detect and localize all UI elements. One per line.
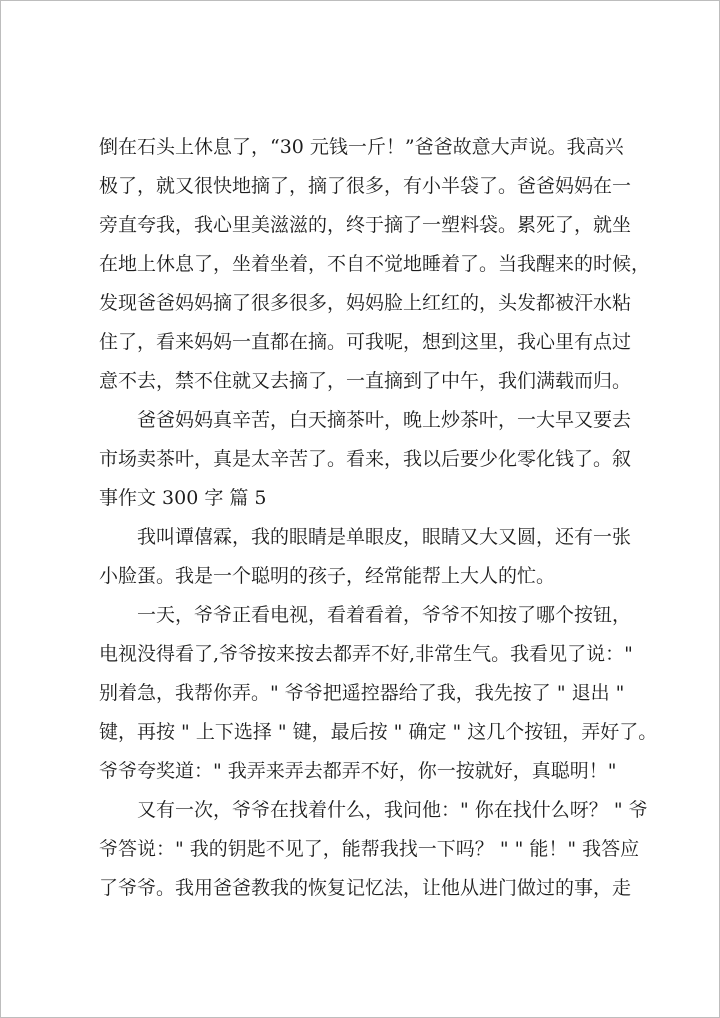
text-line: 在地上休息了，坐着坐着，不自不觉地睡着了。当我醒来的时候， xyxy=(99,253,651,275)
paragraph-first-line: 一天，爷爷正看电视，看着看着，爷爷不知按了哪个按钮， xyxy=(137,604,632,626)
text-line: 意不去，禁不住就又去摘了，一直摘到了中午，我们满载而归。 xyxy=(99,370,632,392)
text-line: 别着急，我帮你弄。" 爷爷把遥控器给了我，我先按了 " 退出 " xyxy=(99,682,625,704)
text-line: 了爷爷。我用爸爸教我的恢复记忆法，让他从进门做过的事，走 xyxy=(99,877,632,899)
text-line: 发现爸爸妈妈摘了很多很多，妈妈脸上红红的，头发都被汗水粘 xyxy=(99,292,632,314)
text-line: 键，再按 " 上下选择 " 键，最后按 " 确定 " 这几个按钮，弄好了。 xyxy=(99,721,658,743)
section-heading-line: 事作文 300 字 篇 5 xyxy=(99,487,267,509)
text-line: 爷答说：" 我的钥匙不见了，能帮我找一下吗？ " " 能！" 我答应 xyxy=(99,838,640,860)
paragraph-first-line: 又有一次，爷爷在找着什么，我问他：" 你在找什么呀？ " 爷 xyxy=(137,799,648,821)
text-line: 电视没得看了,爷爷按来按去都弄不好,非常生气。我看见了说：" xyxy=(99,643,633,665)
text-line: 爷爷夸奖道：" 我弄来弄去都弄不好，你一按就好，真聪明！" xyxy=(99,760,617,782)
document-body xyxy=(99,128,658,908)
text-line: 市场卖茶叶，真是太辛苦了。看来，我以后要少化零化钱了。叙 xyxy=(99,448,632,470)
text-line: 倒在石头上休息了，“30 元钱一斤！”爸爸故意大声说。我高兴 xyxy=(99,136,624,158)
paragraph-first-line: 我叫谭僖霖，我的眼睛是单眼皮，眼睛又大又圆，还有一张 xyxy=(137,526,632,548)
text-line: 小脸蛋。我是一个聪明的孩子，经常能帮上大人的忙。 xyxy=(99,565,556,587)
text-line: 旁直夸我，我心里美滋滋的，终于摘了一塑料袋。累死了，就坐 xyxy=(99,214,632,236)
text-line: 住了，看来妈妈一直都在摘。可我呢，想到这里，我心里有点过 xyxy=(99,331,632,353)
paragraph-first-line: 爸爸妈妈真辛苦，白天摘茶叶，晚上炒茶叶，一大早又要去 xyxy=(137,409,632,431)
text-line: 极了，就又很快地摘了，摘了很多，有小半袋了。爸爸妈妈在一 xyxy=(99,175,632,197)
